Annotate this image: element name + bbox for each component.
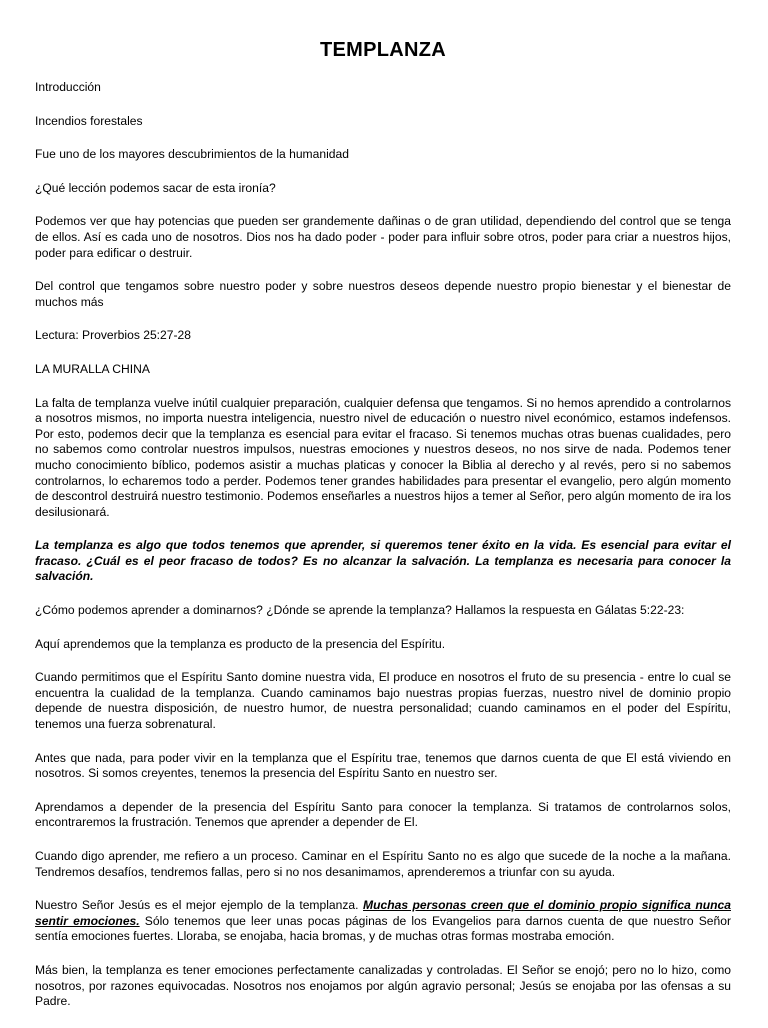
paragraph-descubrimientos: Fue uno de los mayores descubrimientos de la humanidad bbox=[35, 147, 349, 162]
paragraph-introduccion: Introducción bbox=[35, 80, 101, 94]
paragraph-leccion: ¿Qué lección podemos sacar de esta ironía? bbox=[35, 180, 276, 195]
paragraph-producto-espiritu: Aquí aprendemos que la templanza es producto de la presencia del Espíritu. bbox=[35, 636, 446, 651]
paragraph-muralla-china: LA MURALLA CHINA bbox=[35, 361, 150, 376]
paragraph-jesus-emphasis: Muchas personas creen que el dominio propio significa nunca sentir emociones. bbox=[35, 898, 731, 928]
paragraph-jesus-start: Nuestro Señor Jesús es el mejor ejemplo de la templanza. bbox=[35, 898, 364, 913]
paragraph-aprendamos: Aprendamos a depender de la presencia del Espíritu Santo para conocer la templanza. Si tratamos de controlarnos solos, encontraremos la frustración. Tenemos que aprender a depender de El. bbox=[35, 799, 731, 830]
paragraph-falta-templanza: La falta de templanza vuelve inútil cualquier preparación, cualquier defensa que tengamos. Si no hemos aprendido a controlarnos a nosotros mismos, no importa nuestra inteligencia, nuestro nivel de educación o nuestro nivel económico, estamos indefensos. Por esto, podemos decir que la templanza es esencial para evitar el fracaso. Si tenemos muchas otras buenas cualidades, pero no sabemos como controlar nuestros impulsos, nuestras emociones y nuestros deseos, no nos sirve de nada. Podemos tener mucho conocimiento bíblico, podemos asistir a muchas platicas y conocer la Biblia al derecho y al revés, pero si no sabemos controlarnos, lo echaremos todo a perder. Podemos tener grandes habilidades para presentar el evangelio, pero algún momento de descontrol destruirá nuestro testimonio. Podemos enseñarles a nuestros hijos a temer al Señor, pero algún momento de ira los desilusionará. bbox=[35, 395, 731, 519]
paragraph-antes-que-nada: Antes que nada, para poder vivir en la templanza que el Espíritu trae, tenemos que darnos cuenta de que El está viviendo en nosotros. Si somos creyentes, tenemos la presencia del Espíritu Santo en nuestro ser. bbox=[35, 750, 731, 781]
paragraph-control: Del control que tengamos sobre nuestro poder y sobre nuestros deseos depende nuestro propio bienestar y el bienestar de muchos más bbox=[35, 279, 731, 309]
paragraph-jesus-end: Sólo tenemos que leer unas pocas páginas de los Evangelios para darnos cuenta de que nuestro Señor sentía emociones fuertes. Lloraba, se enojaba, hacia bromas, y de muchas otras formas mostraba emoción. bbox=[35, 913, 731, 944]
document-page bbox=[35, 36, 731, 1028]
paragraph-incendios: Incendios forestales bbox=[35, 113, 143, 128]
paragraph-templanza-exito: La templanza es algo que todos tenemos que aprender, si queremos tener éxito en la vida. Es esencial para evitar el fracaso. ¿Cuál es el peor fracaso de todos? Es no alcanzar la salvación. La templanza es necesaria para conocer la salvación. bbox=[35, 538, 731, 584]
paragraph-potencias: Podemos ver que hay potencias que pueden ser grandemente dañinas o de gran utilidad, dependiendo del control que se tenga de ellos. Así es cada uno de nosotros. Dios nos ha dado poder - poder para influir sobre otros, poder para criar a nuestros hijos, poder para edificar o destruir. bbox=[35, 214, 731, 260]
document-title: TEMPLANZA bbox=[319, 39, 447, 61]
paragraph-mas-bien: Más bien, la templanza es tener emociones perfectamente canalizadas y controladas. El Señor se enojó; pero no lo hizo, como nosotros, por razones equivocadas. Nosotros nos enojamos por algún agravio personal; Jesús se enojaba por las ofensas a su Padre. bbox=[35, 962, 731, 1009]
paragraph-lectura: Lectura: Proverbios 25:27-28 bbox=[35, 328, 191, 343]
paragraph-espiritu-santo: Cuando permitimos que el Espíritu Santo domine nuestra vida, El produce en nosotros el fruto de su presencia - entre lo cual se encuentra la cualidad de la templanza. Cuando caminamos bajo nuestras propias fuerzas, nuestro nivel de dominio propio depende de nuestra disposición, de nuestro humor, de nuestra personalidad; cuando caminamos en el poder del Espíritu, tenemos una fuerza sobrenatural. bbox=[35, 670, 731, 732]
paragraph-proceso: Cuando digo aprender, me refiero a un proceso. Caminar en el Espíritu Santo no es algo que sucede de la noche a la mañana. Tendremos desafíos, tendremos fallas, pero si no nos desanimamos, aprenderemos a triunfar con su ayuda. bbox=[35, 849, 731, 879]
paragraph-jesus-ejemplo bbox=[35, 898, 731, 945]
paragraph-como-aprender: ¿Cómo podemos aprender a dominarnos? ¿Dónde se aprende la templanza? Hallamos la respuesta en Gálatas 5:22-23: bbox=[35, 603, 685, 618]
